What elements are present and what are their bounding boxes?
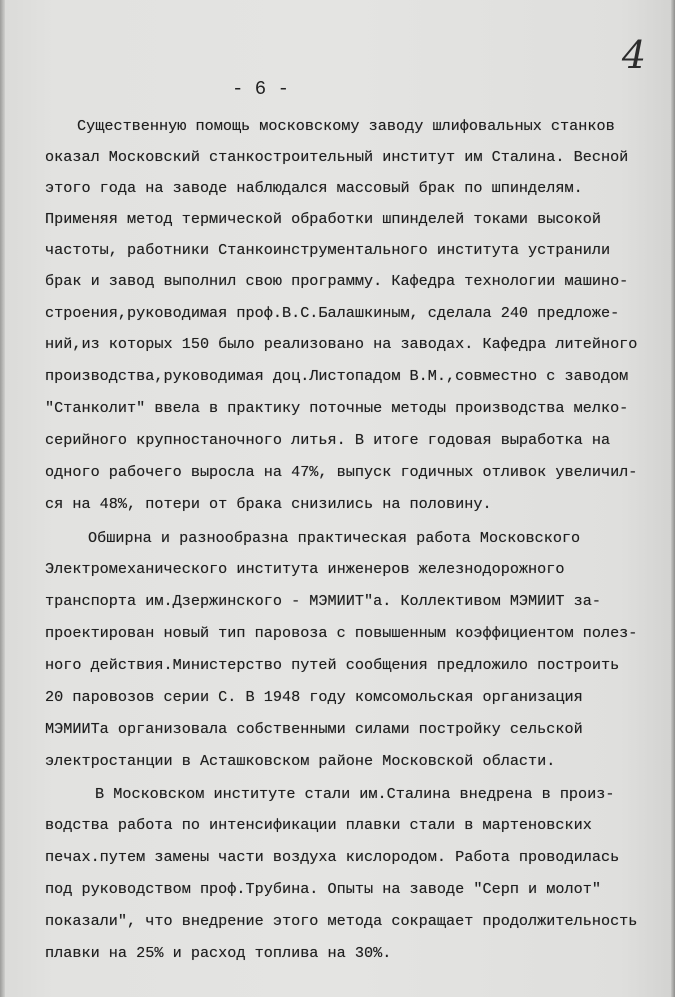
text-line: Обширна и разнообразна практическая работа Московского — [88, 529, 581, 547]
text-line: 20 паровозов серии С. В 1948 году комсомольская организация — [45, 688, 583, 706]
text-line: ся на 48%, потери от брака снизились на половину. — [45, 495, 492, 513]
text-line: ний,из которых 150 было реализовано на заводах. Кафедра литейного — [45, 335, 638, 353]
text-line: строения,руководимая проф.В.С.Балашкиным, сделала 240 предложе- — [45, 304, 620, 322]
text-line: Применяя метод термической обработки шпинделей токами высокой — [45, 210, 601, 228]
text-line: брак и завод выполнил свою программу. Кафедра технологии машино- — [45, 272, 629, 290]
page-number: - 6 - — [232, 78, 290, 100]
text-line: "Станколит" ввела в практику поточные методы производства мелко- — [45, 399, 629, 417]
text-line: одного рабочего выросла на 47%, выпуск годичных отливок увеличил- — [45, 463, 638, 481]
text-line: Электромеханического института инженеров железнодорожного — [45, 560, 565, 578]
text-line: производства,руководимая доц.Листопадом В.М.,совместно с заводом — [45, 367, 629, 385]
text-line: под руководством проф.Трубина. Опыты на заводе "Серп и молот" — [45, 880, 601, 898]
text-line: печах.путем замены части воздуха кислородом. Работа проводилась — [45, 848, 620, 866]
page-left-edge — [0, 0, 5, 997]
text-line: оказал Московский станкостроительный институт им Сталина. Весной — [45, 148, 629, 166]
text-line: транспорта им.Дзержинского - МЭМИИТ"а. Коллективом МЭМИИТ за- — [45, 592, 601, 610]
text-line: проектирован новый тип паровоза с повышенным коэффициентом полез- — [45, 624, 638, 642]
text-line: показали", что внедрение этого метода сокращает продолжительность — [45, 912, 638, 930]
text-line: плавки на 25% и расход топлива на 30%. — [45, 944, 392, 962]
text-line: МЭМИИТа организовала собственными силами постройку сельской — [45, 720, 583, 738]
text-line: этого года на заводе наблюдался массовый брак по шпинделям. — [45, 179, 583, 197]
handwritten-folio-number: 4 — [621, 33, 647, 77]
text-line: электростанции в Асташковском районе Московской области. — [45, 752, 556, 770]
text-line: водства работа по интенсификации плавки стали в мартеновских — [45, 816, 592, 834]
text-line: ного действия.Министерство путей сообщения предложило построить — [45, 656, 620, 674]
text-line: Существенную помощь московскому заводу шлифовальных станков — [77, 117, 615, 135]
page-right-shadow — [671, 0, 675, 997]
text-line: В Московском институте стали им.Сталина внедрена в произ- — [95, 785, 615, 803]
text-line: частоты, работники Станкоинструментального института устранили — [45, 241, 611, 259]
text-line: серийного крупностаночного литья. В итоге годовая выработка на — [45, 431, 611, 449]
